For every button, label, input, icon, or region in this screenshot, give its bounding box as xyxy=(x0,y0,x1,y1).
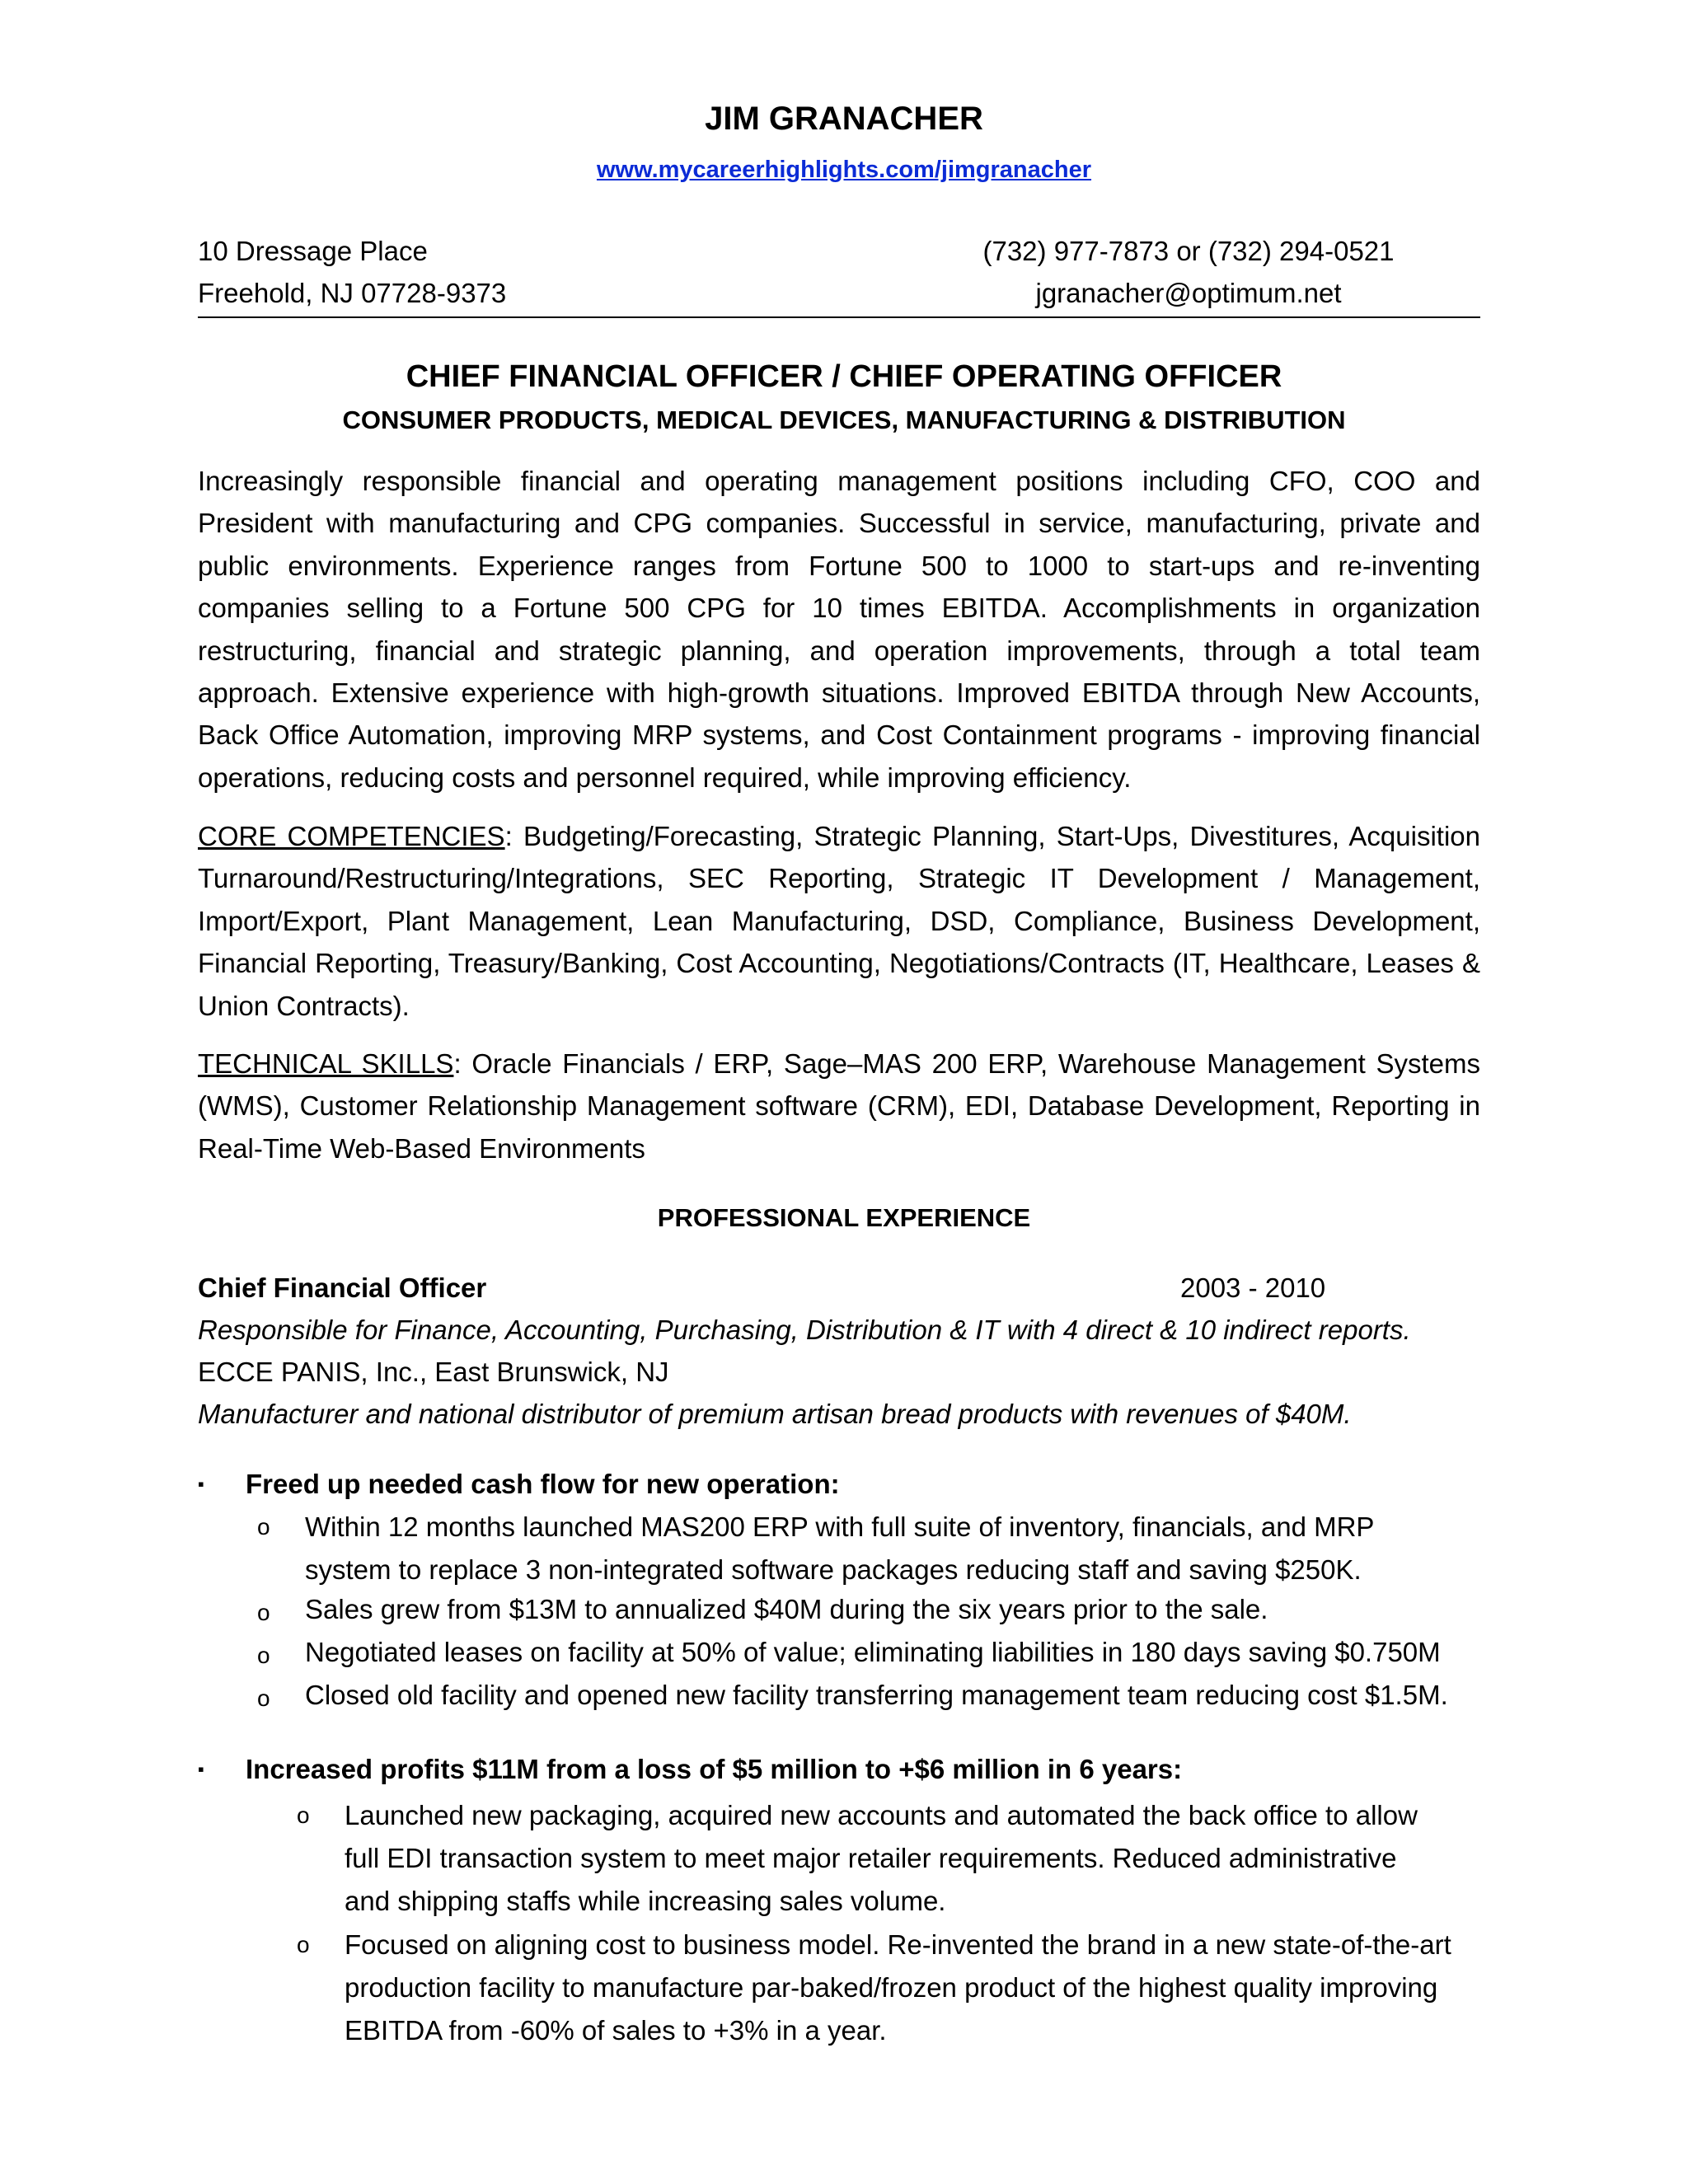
portfolio-link[interactable]: www.mycareerhighlights.com/jimgranacher xyxy=(596,157,1092,183)
list-item: Closed old facility and opened new facility transferring management team reducing cost $1.5M. xyxy=(305,1680,1448,1710)
achievement-heading: Increased profits $11M from a loss of $5 million to +$6 million in 6 years: xyxy=(246,1754,1183,1784)
technical-skills-text: : Oracle Financials / ERP, Sage–MAS 200 ERP, Warehouse Management Systems (WMS), Customer Relationship Management software (CRM), EDI, Database Development, Reporting in Real-Time Web-Based Environments xyxy=(198,1048,1480,1164)
header-divider xyxy=(198,316,1480,318)
bullet-marker: ▪ xyxy=(198,1759,204,1779)
list-item: Negotiated leases on facility at 50% of value; eliminating liabilities in 180 days saving $0.750M xyxy=(305,1637,1441,1667)
company-description: Manufacturer and national distributor of premium artisan bread products with revenues of $40M. xyxy=(198,1399,1352,1429)
bullet-marker: ▪ xyxy=(198,1474,204,1494)
technical-skills xyxy=(198,1043,1480,1169)
sub-bullet-marker: o xyxy=(257,1643,270,1668)
address-line-1: 10 Dressage Place xyxy=(198,236,428,266)
address-line-2: Freehold, NJ 07728-9373 xyxy=(198,278,507,308)
list-item: Within 12 months launched MAS200 ERP with full suite of inventory, financials, and MRP system to replace 3 non-integrated software packages reducing staff and saving $250K. xyxy=(305,1511,1374,1585)
job-responsibility: Responsible for Finance, Accounting, Purchasing, Distribution & IT with 4 direct & 10 indirect reports. xyxy=(198,1315,1411,1345)
summary-paragraph: Increasingly responsible financial and operating management positions including CFO, COO and President with manufacturing and CPG companies. Successful in service, manufacturing, private and public environments. Experience ranges from Fortune 500 to 1000 to start-ups and re-inventing companies selling to a Fortune 500 CPG for 10 times EBITDA. Accomplishments in organization restructuring, financial and strategic planning, and operation improvements, through a total team approach. Extensive experience with high-growth situations. Improved EBITDA through New Accounts, Back Office Automation, improving MRP systems, and Cost Containment programs - improving financial operations, reducing costs and personnel required, while improving efficiency. xyxy=(198,466,1480,793)
target-title: CHIEF FINANCIAL OFFICER / CHIEF OPERATING OFFICER xyxy=(406,359,1282,394)
email-address: jgranacher@optimum.net xyxy=(1035,278,1342,308)
sub-bullet-marker: o xyxy=(257,1685,270,1711)
list-item: Launched new packaging, acquired new accounts and automated the back office to allow full EDI transaction system to meet major retailer requirements. Reduced administrative and shipping staffs while increasing sales volume. xyxy=(345,1800,1418,1916)
sub-bullet-marker: o xyxy=(297,1802,310,1828)
sub-bullet-marker: o xyxy=(257,1514,270,1540)
technical-skills-label: TECHNICAL SKILLS xyxy=(198,1048,454,1079)
list-item: Sales grew from $13M to annualized $40M during the six years prior to the sale. xyxy=(305,1594,1268,1624)
job-title: Chief Financial Officer xyxy=(198,1272,487,1303)
sub-bullet-marker: o xyxy=(257,1600,270,1625)
list-item: Focused on aligning cost to business model. Re-invented the brand in a new state-of-the-art production facility to manufacture par-baked/frozen product of the highest quality improving EBITDA from -60% of sales to +3% in a year. xyxy=(345,1929,1451,2046)
achievement-heading: Freed up needed cash flow for new operation: xyxy=(246,1469,840,1499)
candidate-name: JIM GRANACHER xyxy=(705,101,983,137)
core-competencies-label: CORE COMPETENCIES xyxy=(198,821,505,851)
section-title-experience: PROFESSIONAL EXPERIENCE xyxy=(657,1203,1031,1232)
target-industries: CONSUMER PRODUCTS, MEDICAL DEVICES, MANUFACTURING & DISTRIBUTION xyxy=(342,405,1346,434)
company-name: ECCE PANIS, Inc., East Brunswick, NJ xyxy=(198,1357,669,1387)
core-competencies-text: : Budgeting/Forecasting, Strategic Planning, Start-Ups, Divestitures, Acquisition Turnaround/Restructuring/Integrations, SEC Reporting, Strategic IT Development / Management, Import/Export, Plant Management, Lean Manufacturing, DSD, Compliance, Business Development, Financial Reporting, Treasury/Banking, Cost Accounting, Negotiations/Contracts (IT, Healthcare, Leases & Union Contracts). xyxy=(198,821,1480,1021)
core-competencies xyxy=(198,815,1480,1027)
sub-bullet-marker: o xyxy=(297,1932,310,1957)
job-dates: 2003 - 2010 xyxy=(1180,1272,1326,1303)
phone-numbers: (732) 977-7873 or (732) 294-0521 xyxy=(982,236,1395,266)
